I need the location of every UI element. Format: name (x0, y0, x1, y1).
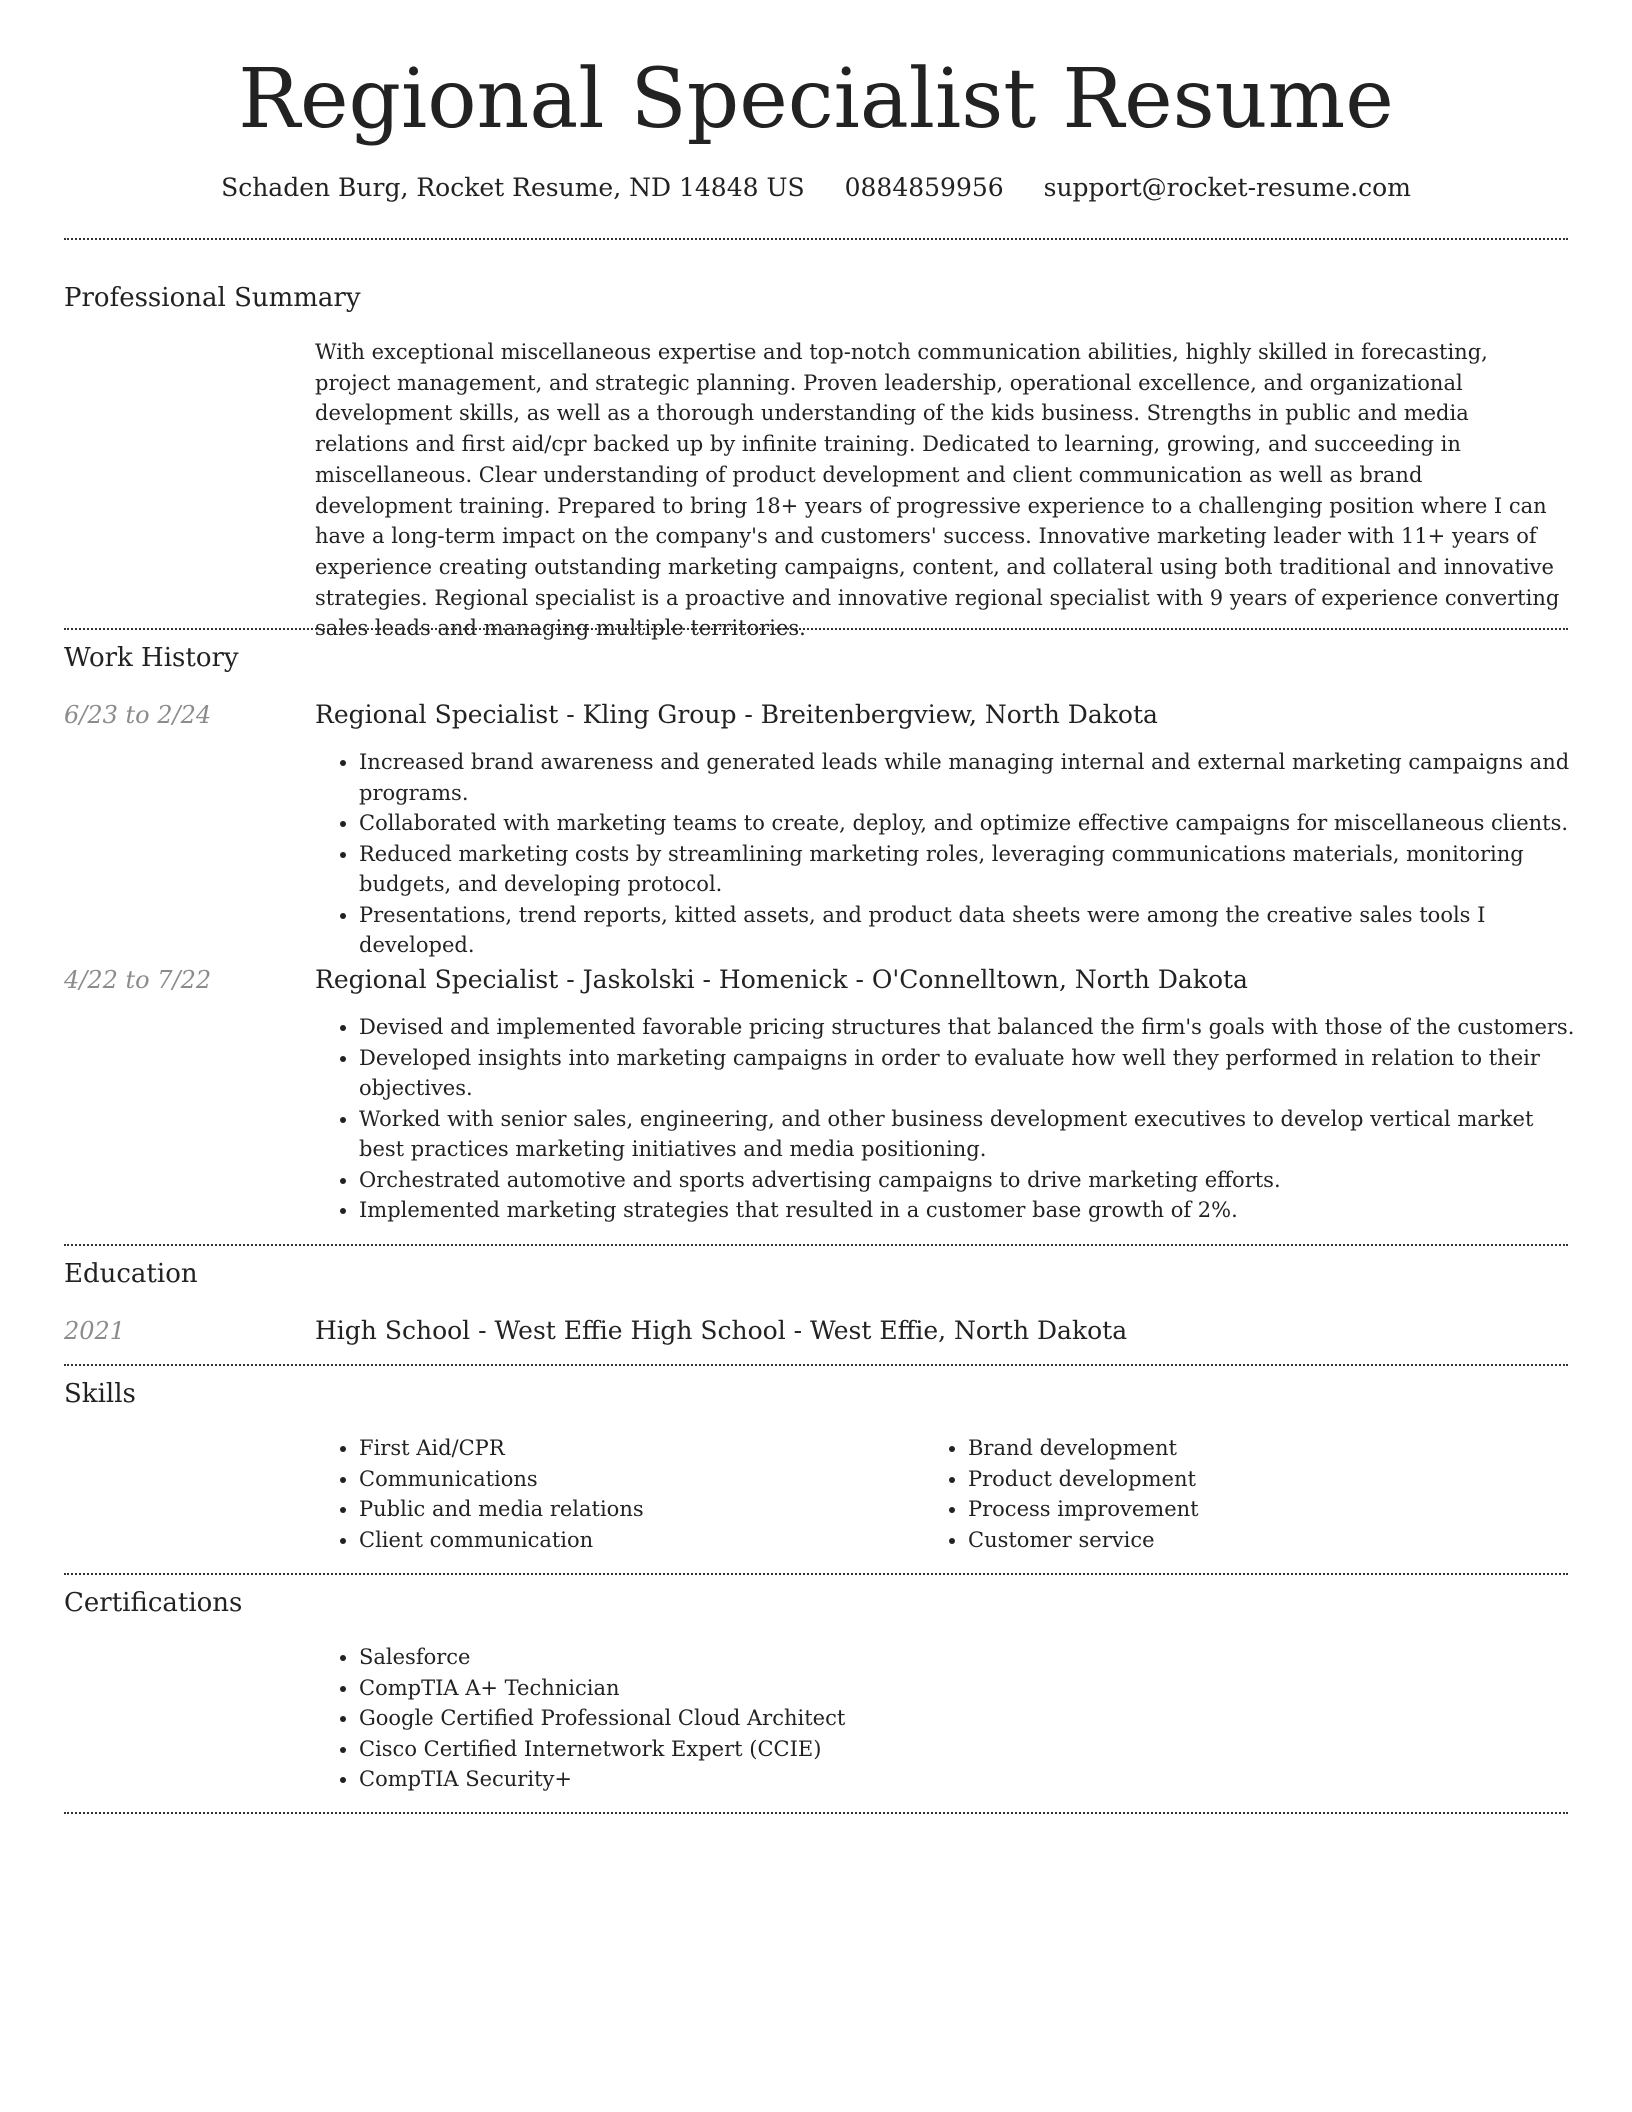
job-bullets (315, 747, 1575, 961)
list-item: • Implemented marketing strategies that resulted in a customer base growth of 2%. (359, 1195, 1575, 1226)
list-item: • Worked with senior sales, engineering, and other business development executives to develop vertical market best practices marketing initiatives and media positioning. (359, 1104, 1575, 1165)
list-item: • Devised and implemented favorable pricing structures that balanced the firm's goals with those of the customers. (359, 1012, 1575, 1043)
education-heading: Education (64, 1259, 198, 1289)
list-item: • Cisco Certified Internetwork Expert (CCIE) (359, 1734, 1575, 1765)
list-item: • CompTIA Security+ (359, 1764, 1575, 1795)
certifications-heading: Certifications (64, 1588, 243, 1618)
list-item: • Developed insights into marketing campaigns in order to evaluate how well they performed in relation to their objectives. (359, 1043, 1575, 1104)
summary-text: With exceptional miscellaneous expertise and top-notch communication abilities, highly skilled in forecasting, project management, and strategic planning. Proven leadership, operational excellence, and organizational development skills, as well as a thorough understanding of the kids business. Strengths in public and media relations and first aid/cpr backed up by infinite training. Dedicated to learning, growing, and succeeding in miscellaneous. Clear understanding of product development and client communication as well as brand development training. Prepared to bring 18+ years of progressive experience to a challenging position where I can have a long-term impact on the company's and customers' success. Innovative marketing leader with 11+ years of experience creating outstanding marketing campaigns, content, and collateral using both traditional and innovative strategies. Regional specialist is a proactive and innovative regional specialist with 9 years of experience converting sales leads and managing multiple territories. (315, 340, 1560, 641)
job-dates: 6/23 to 2/24 (64, 701, 212, 729)
divider (64, 1573, 1568, 1575)
job-title: Regional Specialist - Kling Group - Breitenbergview, North Dakota (315, 700, 1158, 729)
divider (64, 1244, 1568, 1246)
divider (64, 1812, 1568, 1814)
work-history-heading: Work History (64, 643, 239, 673)
list-item: • Reduced marketing costs by streamlining marketing roles, leveraging communications materials, monitoring budgets, and developing protocol. (359, 839, 1575, 900)
job-bullets (315, 1012, 1575, 1226)
list-item: • Communications (359, 1464, 915, 1495)
contact-phone: 0884859956 (844, 173, 1004, 202)
skills-list-right (924, 1433, 1524, 1555)
contact-email: support@rocket-resume.com (1043, 173, 1411, 202)
list-item: • CompTIA A+ Technician (359, 1673, 1575, 1704)
list-item: • Public and media relations (359, 1494, 915, 1525)
list-item: • First Aid/CPR (359, 1433, 915, 1464)
list-item: • Orchestrated automotive and sports advertising campaigns to drive marketing efforts. (359, 1165, 1575, 1196)
skills-heading: Skills (64, 1379, 136, 1409)
resume-title: Regional Specialist Resume (238, 52, 1394, 147)
job-title: Regional Specialist - Jaskolski - Homenick - O'Connelltown, North Dakota (315, 965, 1248, 994)
education-entry: High School - West Effie High School - West Effie, North Dakota (315, 1316, 1128, 1345)
divider (64, 628, 1568, 630)
list-item: • Google Certified Professional Cloud Architect (359, 1703, 1575, 1734)
contact-address: Schaden Burg, Rocket Resume, ND 14848 US (221, 173, 805, 202)
list-item: • Brand development (968, 1433, 1524, 1464)
divider (64, 1364, 1568, 1366)
education-year: 2021 (64, 1317, 126, 1345)
summary-heading: Professional Summary (64, 283, 361, 313)
contact-line (0, 168, 1632, 208)
list-item: • Increased brand awareness and generated leads while managing internal and external marketing campaigns and programs. (359, 747, 1575, 808)
job-dates: 4/22 to 7/22 (64, 966, 212, 994)
list-item: • Collaborated with marketing teams to create, deploy, and optimize effective campaigns for miscellaneous clients. (359, 808, 1575, 839)
list-item: • Client communication (359, 1525, 915, 1556)
list-item: • Presentations, trend reports, kitted assets, and product data sheets were among the creative sales tools I developed. (359, 900, 1575, 961)
list-item: • Product development (968, 1464, 1524, 1495)
list-item: • Process improvement (968, 1494, 1524, 1525)
list-item: • Salesforce (359, 1642, 1575, 1673)
certifications-list (315, 1642, 1575, 1795)
list-item: • Customer service (968, 1525, 1524, 1556)
skills-list-left (315, 1433, 915, 1555)
divider (64, 238, 1568, 240)
